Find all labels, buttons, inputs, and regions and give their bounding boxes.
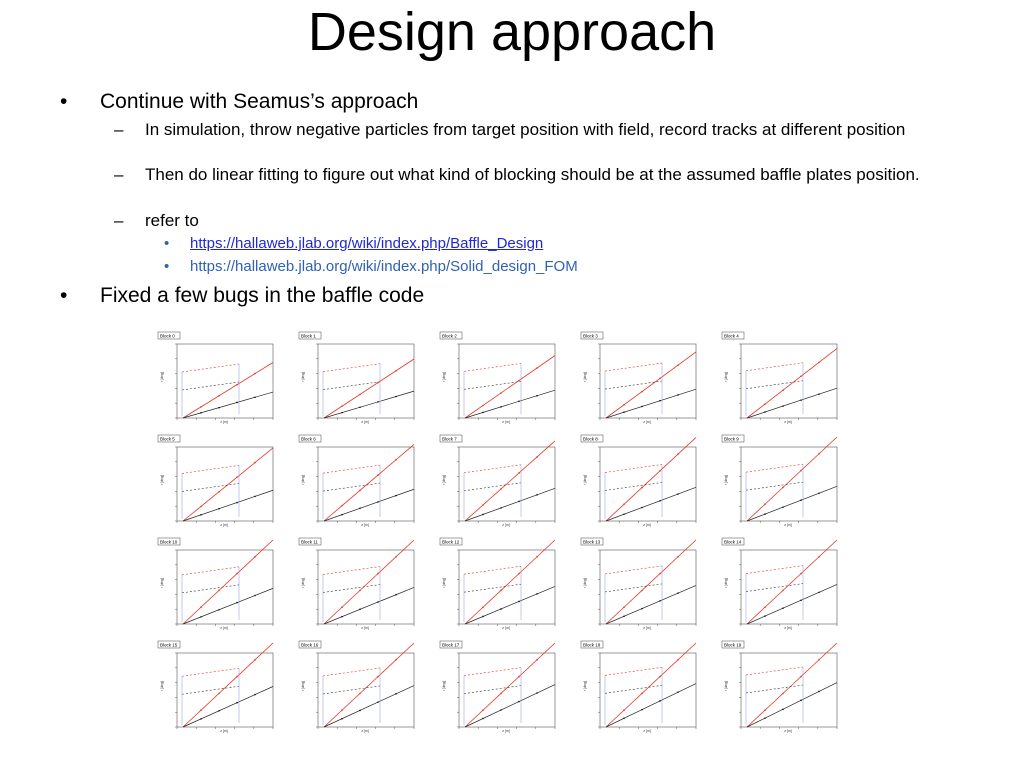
block-plot-svg <box>719 433 839 528</box>
plot-label: Block 12 <box>442 539 460 545</box>
block-plot-svg <box>155 536 275 631</box>
plot-label: Block 6 <box>301 436 316 442</box>
y-axis-label: r [deg] <box>301 578 305 588</box>
block-plot-svg <box>719 330 839 425</box>
baffle-design-link[interactable]: https://hallaweb.jlab.org/wiki/index.php/Baffle_Design <box>190 235 544 252</box>
plot-frame <box>318 550 414 624</box>
x-axis-label: z [m] <box>502 420 510 424</box>
plot-frame <box>741 550 837 624</box>
block-plot-svg <box>296 433 416 528</box>
plot-frame <box>600 653 696 727</box>
block-plot <box>719 536 839 631</box>
y-axis-label: r [deg] <box>301 372 305 382</box>
block-plot <box>578 639 698 734</box>
x-axis-label: z [m] <box>220 729 228 733</box>
bullet-icon: • <box>164 235 170 252</box>
y-axis-label: r [deg] <box>160 372 164 382</box>
slide-title: Design approach <box>307 2 717 62</box>
y-axis-label: r [deg] <box>583 578 587 588</box>
block-plot <box>155 536 275 631</box>
block-plot <box>296 536 416 631</box>
plot-label: Block 18 <box>583 642 601 648</box>
y-axis-label: r [deg] <box>301 681 305 691</box>
block-plot-svg <box>296 536 416 631</box>
bullet-fixed-bugs: Fixed a few bugs in the baffle code <box>100 284 425 307</box>
plot-label: Block 4 <box>724 333 739 339</box>
x-axis-label: z [m] <box>643 626 651 630</box>
sub-bullet-simulation: In simulation, throw negative particles from target position with field, record tracks at different position <box>145 120 906 139</box>
block-plot <box>437 639 557 734</box>
plot-label: Block 15 <box>160 642 178 648</box>
plot-label: Block 1 <box>301 333 316 339</box>
x-axis-label: z [m] <box>361 729 369 733</box>
x-axis-label: z [m] <box>361 523 369 527</box>
block-plot <box>719 330 839 425</box>
x-axis-label: z [m] <box>502 626 510 630</box>
bullet-icon: • <box>60 284 68 307</box>
block-plot-svg <box>296 330 416 425</box>
dash-icon: – <box>114 120 124 139</box>
block-plots-grid <box>155 330 845 740</box>
y-axis-label: r [deg] <box>442 372 446 382</box>
x-axis-label: z [m] <box>784 523 792 527</box>
plot-label: Block 19 <box>724 642 742 648</box>
plot-frame <box>741 344 837 418</box>
plot-label: Block 17 <box>442 642 460 648</box>
x-axis-label: z [m] <box>361 420 369 424</box>
block-plot <box>578 330 698 425</box>
sub-bullet-refer: refer to <box>145 211 199 230</box>
block-plot-svg <box>578 433 698 528</box>
block-plot <box>719 639 839 734</box>
plot-label: Block 11 <box>301 539 318 545</box>
plot-frame <box>600 447 696 521</box>
y-axis-label: r [deg] <box>442 578 446 588</box>
block-plot-svg <box>155 433 275 528</box>
y-axis-label: r [deg] <box>583 372 587 382</box>
plot-label: Block 3 <box>583 333 598 339</box>
x-axis-label: z [m] <box>784 729 792 733</box>
block-plot <box>296 433 416 528</box>
block-plot-svg <box>578 639 698 734</box>
sub-bullet-linear-fit: Then do linear fitting to figure out what kind of blocking should be at the assumed baffle plates position. <box>145 165 920 184</box>
block-plot <box>719 433 839 528</box>
block-plot-svg <box>437 330 557 425</box>
plot-frame <box>318 653 414 727</box>
plot-label: Block 14 <box>724 539 742 545</box>
plot-frame <box>177 550 273 624</box>
y-axis-label: r [deg] <box>160 475 164 485</box>
plot-frame <box>318 344 414 418</box>
block-plot <box>578 433 698 528</box>
y-axis-label: r [deg] <box>301 475 305 485</box>
plot-frame <box>600 550 696 624</box>
block-plot-svg <box>155 330 275 425</box>
block-plot <box>155 330 275 425</box>
x-axis-label: z [m] <box>220 523 228 527</box>
x-axis-label: z [m] <box>502 523 510 527</box>
block-plot <box>296 639 416 734</box>
block-plot-svg <box>437 536 557 631</box>
x-axis-label: z [m] <box>643 729 651 733</box>
x-axis-label: z [m] <box>361 626 369 630</box>
plot-label: Block 5 <box>160 436 175 442</box>
block-plot-svg <box>578 330 698 425</box>
block-plot <box>296 330 416 425</box>
y-axis-label: r [deg] <box>442 681 446 691</box>
block-plot-svg <box>296 639 416 734</box>
plot-label: Block 13 <box>583 539 601 545</box>
block-plot-svg <box>437 639 557 734</box>
plot-frame <box>177 447 273 521</box>
y-axis-label: r [deg] <box>160 681 164 691</box>
block-plot-svg <box>719 536 839 631</box>
block-plot <box>437 536 557 631</box>
x-axis-label: z [m] <box>220 626 228 630</box>
block-plot <box>155 433 275 528</box>
y-axis-label: r [deg] <box>583 475 587 485</box>
dash-icon: – <box>114 165 124 184</box>
plot-label: Block 16 <box>301 642 319 648</box>
block-plot-svg <box>719 639 839 734</box>
plot-label: Block 7 <box>442 436 457 442</box>
plot-frame <box>459 653 555 727</box>
plot-frame <box>459 550 555 624</box>
block-plot-svg <box>155 639 275 734</box>
plot-frame <box>741 447 837 521</box>
block-plot <box>437 433 557 528</box>
plot-label: Block 9 <box>724 436 739 442</box>
block-plot <box>155 639 275 734</box>
bullet-icon: • <box>164 258 170 275</box>
plot-label: Block 10 <box>160 539 178 545</box>
plot-label: Block 2 <box>442 333 457 339</box>
plot-frame <box>177 653 273 727</box>
x-axis-label: z [m] <box>643 523 651 527</box>
plot-label: Block 8 <box>583 436 598 442</box>
plot-frame <box>318 447 414 521</box>
solid-design-fom-link[interactable]: https://hallaweb.jlab.org/wiki/index.php/Solid_design_FOM <box>190 258 578 275</box>
block-plot-svg <box>578 536 698 631</box>
block-plot <box>578 536 698 631</box>
x-axis-label: z [m] <box>643 420 651 424</box>
x-axis-label: z [m] <box>220 420 228 424</box>
bullet-icon: • <box>60 90 68 113</box>
dash-icon: – <box>114 211 124 230</box>
y-axis-label: r [deg] <box>724 578 728 588</box>
y-axis-label: r [deg] <box>160 578 164 588</box>
y-axis-label: r [deg] <box>724 681 728 691</box>
bullet-continue: Continue with Seamus’s approach <box>100 90 419 113</box>
plot-frame <box>459 344 555 418</box>
plot-frame <box>177 344 273 418</box>
plot-label: Block 0 <box>160 333 175 339</box>
x-axis-label: z [m] <box>502 729 510 733</box>
x-axis-label: z [m] <box>784 420 792 424</box>
y-axis-label: r [deg] <box>724 475 728 485</box>
y-axis-label: r [deg] <box>583 681 587 691</box>
y-axis-label: r [deg] <box>724 372 728 382</box>
x-axis-label: z [m] <box>784 626 792 630</box>
block-plot-svg <box>437 433 557 528</box>
plot-frame <box>600 344 696 418</box>
block-plot <box>437 330 557 425</box>
y-axis-label: r [deg] <box>442 475 446 485</box>
